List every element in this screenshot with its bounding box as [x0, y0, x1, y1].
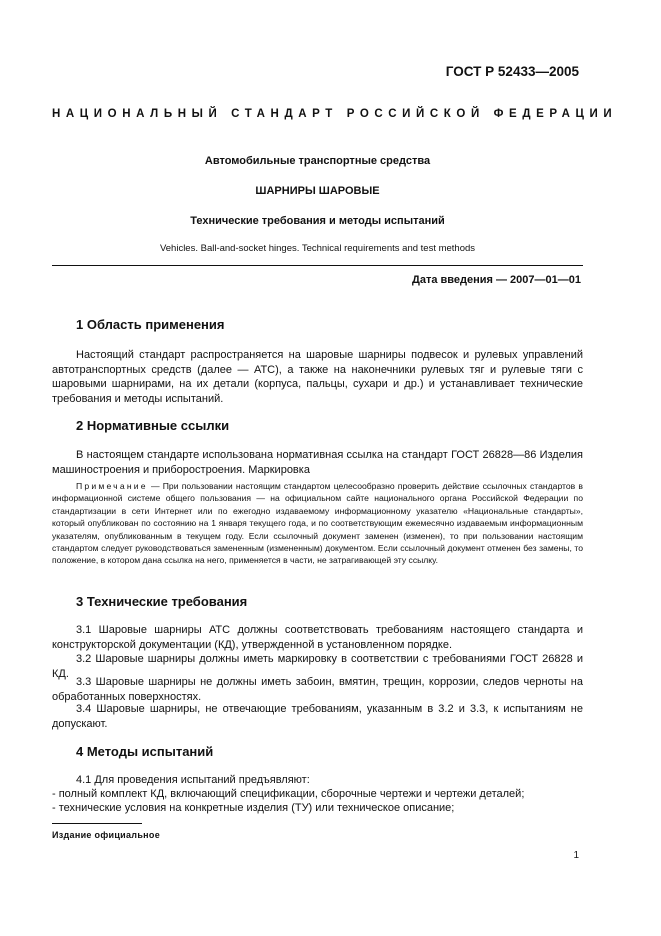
- section-3-paragraph-3: 3.3 Шаровые шарниры не должны иметь забоин, вмятин, трещин, коррозии, следов черноты на обработанных поверхностях.: [52, 676, 583, 703]
- intro-date: Дата введения — 2007—01—01: [412, 274, 581, 286]
- title-name: ШАРНИРЫ ШАРОВЫЕ: [255, 185, 380, 197]
- section-1-heading: 1 Область применения: [76, 317, 225, 332]
- edition-label: Издание официальное: [52, 830, 161, 840]
- footer-divider: [52, 823, 142, 824]
- section-3-paragraph-1: 3.1 Шаровые шарниры АТС должны соответствовать требованиям настоящего стандарта и конструкторской документации (КД), утвержденной в установленном порядке.: [52, 624, 583, 651]
- national-standard-header: НАЦИОНАЛЬНЫЙ СТАНДАРТ РОССИЙСКОЙ ФЕДЕРАЦИИ: [52, 108, 618, 120]
- note-label: Примечание: [76, 481, 148, 491]
- section-3-heading: 3 Технические требования: [76, 594, 248, 609]
- doc-number: ГОСТ Р 52433—2005: [445, 64, 579, 79]
- section-3-paragraph-2: 3.2 Шаровые шарниры должны иметь маркировку в соответствии с требованиями ГОСТ 26828 и КД.: [52, 653, 583, 680]
- section-3-paragraph-4: 3.4 Шаровые шарниры, не отвечающие требованиям, указанным в 3.2 и 3.3, к испытаниям не допускают.: [52, 703, 583, 730]
- page-number: 1: [573, 850, 579, 861]
- section-2-heading: 2 Нормативные ссылки: [76, 418, 230, 433]
- list-item: - полный комплект КД, включающий спецификации, сборочные чертежи и чертежи деталей;: [52, 788, 525, 800]
- title-subtitle: Технические требования и методы испытаний: [190, 215, 445, 227]
- section-2-paragraph: В настоящем стандарте использована нормативная ссылка на стандарт ГОСТ 26828—86 Изделия машиностроения и приборостроения. Маркировка: [52, 449, 583, 476]
- note-text: — При пользовании настоящим стандартом целесообразно проверить действие ссылочных стандартов в информационной системе общего пользования — на официальном сайте национального органа Российской Федерации по стандартизации в сети Интернет или по ежегодно издаваемому информационному указателю «Национальные стандарты», который опубликован по состоянию на 1 января текущего года, и по соответствующим ежемесячно издаваемым информационным указателям, опубликованным в текущем году. Если ссылочный документ заменен (изменен), то при пользовании настоящим стандартом следует руководствоваться замененным (измененным) документом. Если ссылочный документ отменен без замены, то положение, в котором дана ссылка на него, применяется в части, не затрагивающей эту ссылку.: [52, 481, 583, 566]
- section-1-paragraph: Настоящий стандарт распространяется на шаровые шарниры подвесок и рулевых управлений автотранспортных средств (далее — АТС), а также на наконечники рулевых тяг и рулевые тяги с шаровыми шарнирами, на их детали (корпуса, пальцы, сухари и др.) и устанавливает технические требования и методы испытаний.: [52, 349, 583, 405]
- section-4-heading: 4 Методы испытаний: [76, 744, 214, 759]
- section-2-note: [52, 480, 583, 567]
- section-4-paragraph-1: 4.1 Для проведения испытаний предъявляют:: [76, 774, 310, 786]
- list-item: - технические условия на конкретные изделия (ТУ) или техническое описание;: [52, 802, 455, 814]
- title-english: Vehicles. Ball-and-socket hinges. Technical requirements and test methods: [159, 243, 476, 254]
- title-divider: [52, 265, 583, 266]
- title-category: Автомобильные транспортные средства: [204, 155, 431, 167]
